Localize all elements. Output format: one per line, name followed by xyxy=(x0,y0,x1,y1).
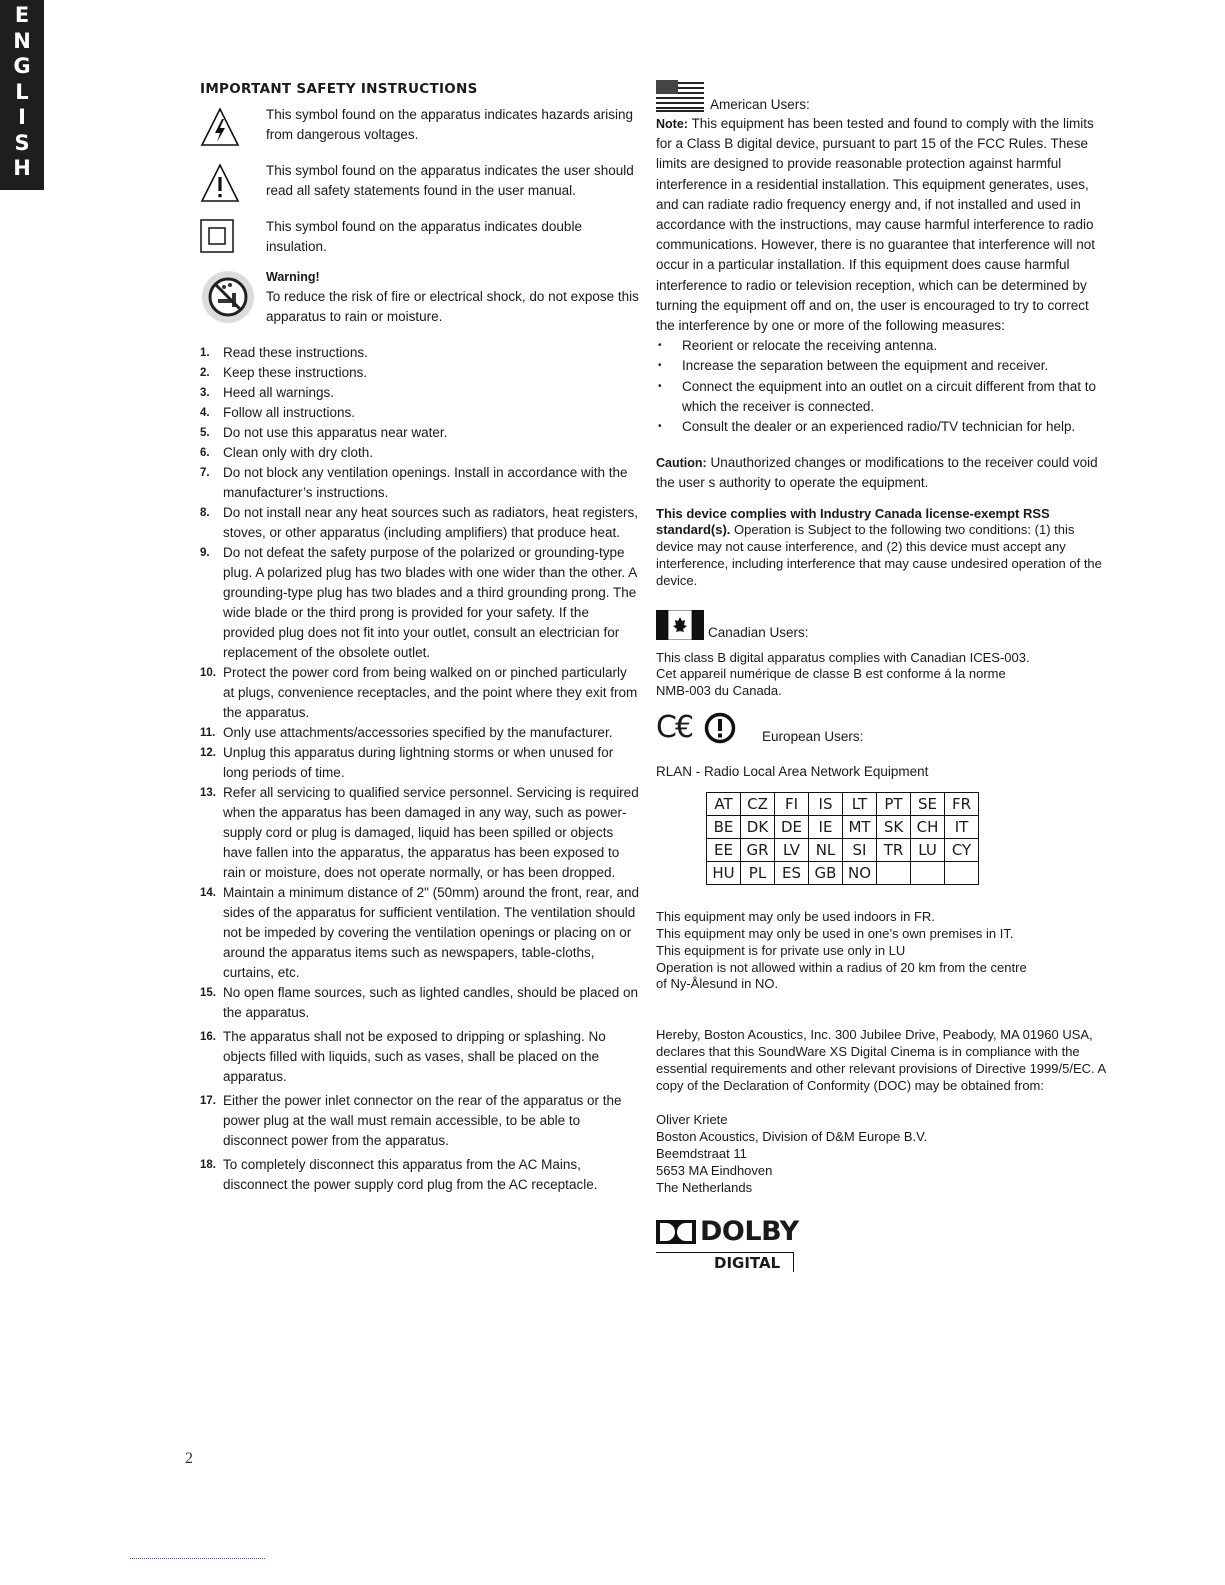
lang-letter: G xyxy=(13,54,31,78)
table-cell: LU xyxy=(911,839,945,862)
table-cell: HU xyxy=(707,862,741,885)
table-cell: CY xyxy=(945,839,979,862)
table-cell: NL xyxy=(809,839,843,862)
list-item: 11. Only use attachments/accessories specified by the manufacturer. xyxy=(200,725,613,740)
table-cell: DK xyxy=(741,816,775,839)
lang-letter: L xyxy=(15,79,29,104)
symbol-row xyxy=(200,161,640,201)
table-cell: AT xyxy=(707,793,741,816)
safety-instructions-list xyxy=(200,343,640,1195)
symbol-row xyxy=(200,217,640,257)
list-item: 12. Unplug this apparatus during lightning storms or when unused for long periods of time. xyxy=(200,745,614,780)
list-item: 4. Follow all instructions. xyxy=(200,405,356,420)
table-cell xyxy=(877,862,911,885)
page-number: 2 xyxy=(185,1450,193,1467)
lightning-triangle-icon xyxy=(200,107,240,147)
list-item: 2. Keep these instructions. xyxy=(200,365,368,380)
list-item: 16. The apparatus shall not be exposed to dripping or splashing. No objects filled with liquids, such as vases, shall be placed on the apparatus. xyxy=(200,1029,606,1084)
dolby-brand: DOLBY xyxy=(700,1216,799,1248)
table-cell: MT xyxy=(843,816,877,839)
warning-title: Warning! xyxy=(266,270,320,284)
restriction-line: This equipment may only be used indoors in FR. xyxy=(656,909,935,925)
industry-canada-text: Operation is Subject to the following two conditions: (1) this device may not cause interference, and (2) this device must accept any interference, including interference that may cause undesired operation of the device. xyxy=(656,522,1102,588)
table-cell: DE xyxy=(775,816,809,839)
symbol-description: This symbol found on the apparatus indicates hazards arising from dangerous voltages. xyxy=(266,107,633,142)
restriction-line: This equipment is for private use only in LU xyxy=(656,942,906,958)
industry-canada-paragraph xyxy=(656,506,1106,590)
section-title: IMPORTANT SAFETY INSTRUCTIONS xyxy=(200,81,478,97)
list-item: 7. Do not block any ventilation openings. Install in accordance with the manufacturer’s instructions. xyxy=(200,465,628,500)
table-cell: NO xyxy=(843,862,877,885)
lang-letter: I xyxy=(18,105,26,129)
european-users-label: European Users: xyxy=(762,729,864,745)
table-cell: IS xyxy=(809,793,843,816)
table-row xyxy=(707,839,979,862)
table-cell: TR xyxy=(877,839,911,862)
table-cell xyxy=(945,862,979,885)
list-item: 5. Do not use this apparatus near water. xyxy=(200,425,448,440)
address-block xyxy=(656,1112,1106,1196)
us-flag-icon xyxy=(656,80,704,112)
list-item: 8. Do not install near any heat sources such as radiators, heat registers, stoves, or other apparatus (including amplifiers) that produce heat. xyxy=(200,505,638,540)
declaration-paragraph: Hereby, Boston Acoustics, Inc. 300 Jubilee Drive, Peabody, MA 01960 USA, declares that this SoundWare XS Digital Cinema is in compliance with the essential requirements and other relevant provisions of Directive 1999/5/EC. A copy of the Declaration of Conformity (DOC) may be obtained from: xyxy=(656,1027,1106,1093)
restriction-line: of Ny-Ålesund in NO. xyxy=(656,976,779,992)
lang-letter: N xyxy=(13,28,31,53)
language-tab xyxy=(0,0,44,190)
address-line: Beemdstraat 11 xyxy=(656,1146,747,1161)
exclamation-triangle-icon xyxy=(200,163,240,203)
restrictions-block xyxy=(656,909,1106,993)
bottom-rule xyxy=(130,1558,265,1559)
lang-letter: E xyxy=(14,3,30,27)
table-cell: CZ xyxy=(741,793,775,816)
industry-canada-bold: This device complies with Industry Canada license-exempt RSS standard(s). xyxy=(656,505,1050,538)
table-cell: IT xyxy=(945,816,979,839)
table-cell: LT xyxy=(843,793,877,816)
note-label: Note: xyxy=(656,117,688,131)
table-cell: FI xyxy=(775,793,809,816)
caution-label: Caution: xyxy=(656,456,707,471)
address-line: 5653 MA Eindhoven xyxy=(656,1162,773,1178)
list-item: 1. Read these instructions. xyxy=(200,345,368,360)
left-column xyxy=(200,80,640,1195)
logo-rule xyxy=(793,1252,794,1272)
right-column xyxy=(656,80,1106,1276)
dolby-digital-logo xyxy=(656,1216,816,1276)
restriction-line: Operation is not allowed within a radius of 20 km from the centre xyxy=(656,959,1027,975)
fcc-note xyxy=(656,114,1106,336)
note-text: This equipment has been tested and found to comply with the limits for a Class B digital device, pursuant to part 15 of the FCC Rules. These limits are designed to provide reasonable protection against harmful interference in a residential installation. This equipment generates, uses, and can radiate radio frequency energy and, if not installed and used in accordance with the instructions, may cause harmful interference to radio communications. However, there is no guarantee that interference will not occur in a particular installation. If this equipment does cause harmful interference to radio or television reception, which can be determined by turning the equipment off and on, the user is encouraged to try to correct the interference by one or more of the following measures: xyxy=(656,116,1095,334)
fcc-measures-list xyxy=(656,336,1106,437)
dolby-sub: DIGITAL xyxy=(714,1254,781,1273)
address-line: Oliver Kriete xyxy=(656,1112,728,1128)
canadian-users-heading xyxy=(656,610,1106,640)
american-users-heading xyxy=(656,80,1106,112)
table-row xyxy=(707,793,979,816)
address-line: The Netherlands xyxy=(656,1179,753,1195)
country-table xyxy=(706,792,979,885)
rlan-line: RLAN - Radio Local Area Network Equipment xyxy=(656,764,929,780)
logo-rule xyxy=(656,1252,794,1253)
table-cell: EE xyxy=(707,839,741,862)
table-row xyxy=(707,862,979,885)
list-item: 6. Clean only with dry cloth. xyxy=(200,445,374,460)
list-item: 13. Refer all servicing to qualified service personnel. Servicing is required when the apparatus has been damaged in any way, such as power-supply cord or plug is damaged, liquid has been spilled or objects have fallen into the apparatus, the apparatus has been exposed to rain or moisture, does not operate normally, or has been dropped. xyxy=(200,785,639,880)
list-item: • Connect the equipment into an outlet on a circuit different from that to which the receiver is connected. xyxy=(656,377,1106,417)
table-cell: BE xyxy=(707,816,741,839)
warning-text: To reduce the risk of fire or electrical shock, do not expose this apparatus to rain or moisture. xyxy=(266,289,639,324)
no-water-icon xyxy=(200,269,256,325)
table-row xyxy=(707,816,979,839)
canadian-line: NMB-003 du Canada. xyxy=(656,683,782,699)
lang-letter: H xyxy=(13,156,31,180)
table-cell: SK xyxy=(877,816,911,839)
canadian-line: This class B digital apparatus complies with Canadian ICES-003. xyxy=(656,649,1030,665)
table-cell: PL xyxy=(741,862,775,885)
list-item: • Increase the separation between the equipment and receiver. xyxy=(656,356,1106,376)
list-item: 9. Do not defeat the safety purpose of the polarized or grounding-type plug. A polarized plug has two blades with one wider than the other. A grounding-type plug has two blades and a third grounding prong. The wide blade or the third prong is provided for your safety. If the provided plug does not fit into your outlet, consult an electrician for replacement of the obsolete outlet. xyxy=(200,545,637,660)
european-users-heading xyxy=(656,712,1106,744)
table-cell: CH xyxy=(911,816,945,839)
warning-block xyxy=(200,267,640,327)
symbol-row xyxy=(200,105,640,145)
american-users-label: American Users: xyxy=(710,97,810,112)
list-item: 17. Either the power inlet connector on the rear of the apparatus or the power plug at the wall must remain accessible, to be able to disconnect power from the apparatus. xyxy=(200,1093,622,1148)
table-cell: PT xyxy=(877,793,911,816)
double-square-icon xyxy=(200,219,234,253)
ce-mark: C€ xyxy=(656,710,693,746)
list-item: 10. Protect the power cord from being walked on or pinched particularly at plugs, convenience receptacles, and the point where they exit from the apparatus. xyxy=(200,665,638,720)
canadian-users-label: Canadian Users: xyxy=(708,624,809,640)
lang-letter: S xyxy=(14,130,30,155)
caution-text: Unauthorized changes or modifications to the receiver could void the user s authority to operate the equipment. xyxy=(656,455,1098,491)
caution-paragraph xyxy=(656,453,1106,493)
table-cell xyxy=(911,862,945,885)
list-item: 14. Maintain a minimum distance of 2" (50mm) around the front, rear, and sides of the apparatus for sufficient ventilation. The ventilation should not be impeded by covering the ventilation openings or placing on or around the apparatus items such as newspapers, table-cloths, curtains, etc. xyxy=(200,885,639,980)
restriction-line: This equipment may only be used in one’s own premises in IT. xyxy=(656,926,1014,942)
list-item: 15. No open flame sources, such as lighted candles, should be placed on the apparatus. xyxy=(200,985,639,1020)
list-item: • Reorient or relocate the receiving antenna. xyxy=(656,336,1106,356)
table-cell: SE xyxy=(911,793,945,816)
symbol-description: This symbol found on the apparatus indicates double insulation. xyxy=(266,219,582,254)
list-item: 3. Heed all warnings. xyxy=(200,385,335,400)
symbol-description: This symbol found on the apparatus indicates the user should read all safety statements found in the user manual. xyxy=(266,163,634,198)
alert-circle-icon xyxy=(704,712,736,744)
dolby-double-d-icon xyxy=(656,1220,696,1244)
table-cell: GB xyxy=(809,862,843,885)
table-cell: ES xyxy=(775,862,809,885)
table-cell: GR xyxy=(741,839,775,862)
table-cell: LV xyxy=(775,839,809,862)
canada-flag-icon xyxy=(656,610,704,640)
table-cell: IE xyxy=(809,816,843,839)
list-item: 18. To completely disconnect this apparatus from the AC Mains, disconnect the power supply cord plug from the AC receptacle. xyxy=(200,1157,598,1192)
table-cell: FR xyxy=(945,793,979,816)
list-item: • Consult the dealer or an experienced radio/TV technician for help. xyxy=(656,417,1106,437)
canadian-line: Cet appareil numérique de classe B est conforme á la norme xyxy=(656,666,1006,682)
address-line: Boston Acoustics, Division of D&M Europe B.V. xyxy=(656,1129,928,1145)
table-cell: SI xyxy=(843,839,877,862)
